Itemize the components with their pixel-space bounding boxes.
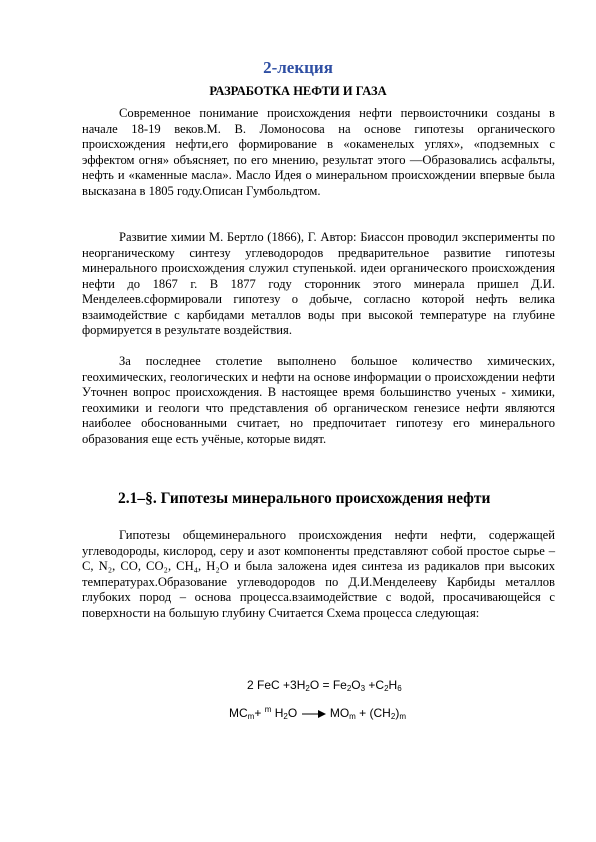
page-title: РАЗРАБОТКА НЕФТИ И ГАЗА xyxy=(209,84,387,98)
section-heading: 2.1–§. Гипотезы минерального происхождения нефти xyxy=(118,490,491,507)
formula-iron-carbide: 2 FeC $+3H_2O = Fe_2O_3 +C_2H_6$ xyxy=(247,678,402,693)
paragraph-2: Развитие химии М. Бертло (1866), Г. Автор: Биассон проводил эксперименты по неорганическому синтезу углеводородов предварительное развитие гипотезы минерального происхождения служил ступенькой. идеи органического происхождения нефти до 1867 г. В 1877 году сторонник этого минерала пришел Д.И. Менделеев.сформировали гипотезу о добыче, согласно которой нефть велика взаимодействие с карбидами металлов воды при высокой температуре на глубине формируется в результате воздействия. xyxy=(82,230,555,338)
reaction-arrow-icon xyxy=(301,709,327,719)
lecture-number: 2-лекция xyxy=(263,58,333,77)
section-paragraph: Гипотезы общеминерального происхождения нефти нефти, содержащей углеводороды, кислород, серу и азот компоненты представляют собой простое сырье – C, N₂, CO, CO₂, CH₄, H₂O и была заложена идея синтеза из радикалов при высоких температурах.Образование углеводородов по Д.И.Менделееву Карбиды металлов глубоких пород – основа процесса.взаимодействие с водой, просачивающейся с поверхности на большую глубину Считается Схема процесса следующая: xyxy=(82,528,555,620)
paragraph-1: Современное понимание происхождения нефти первоисточники созданы в начале 18-19 веков.М. В. Ломоносова на основе гипотезы органического происхождения нефти,его формирование в «окаменелых углях», «подземных с эффектом огня» объясняет, по его мнению, результат этого —Образовались асфальты, нефть и «каменные масла». Масло Идея о минеральном происхождении впервые была высказана в 1805 году.Описан Гумбольдтом. xyxy=(82,106,555,198)
paragraph-3: За последнее столетие выполнено большое количество химических, геохимических, геологических и нефти на основе информации о происхождении нефти Уточнен вопрос происхождения. В настоящее время большинство ученых - химики, геохимики и геологи что представления об органическом генезисе нефти являются наиболее обоснованными считает, но предпочитает гипотезу его минерального образования еще есть учёные, которые видят. xyxy=(82,354,555,446)
formula-metal-carbide: $MC_m+ ^m$ $H_2O$ $MO_m + (CH_2)_m$ xyxy=(229,705,406,721)
